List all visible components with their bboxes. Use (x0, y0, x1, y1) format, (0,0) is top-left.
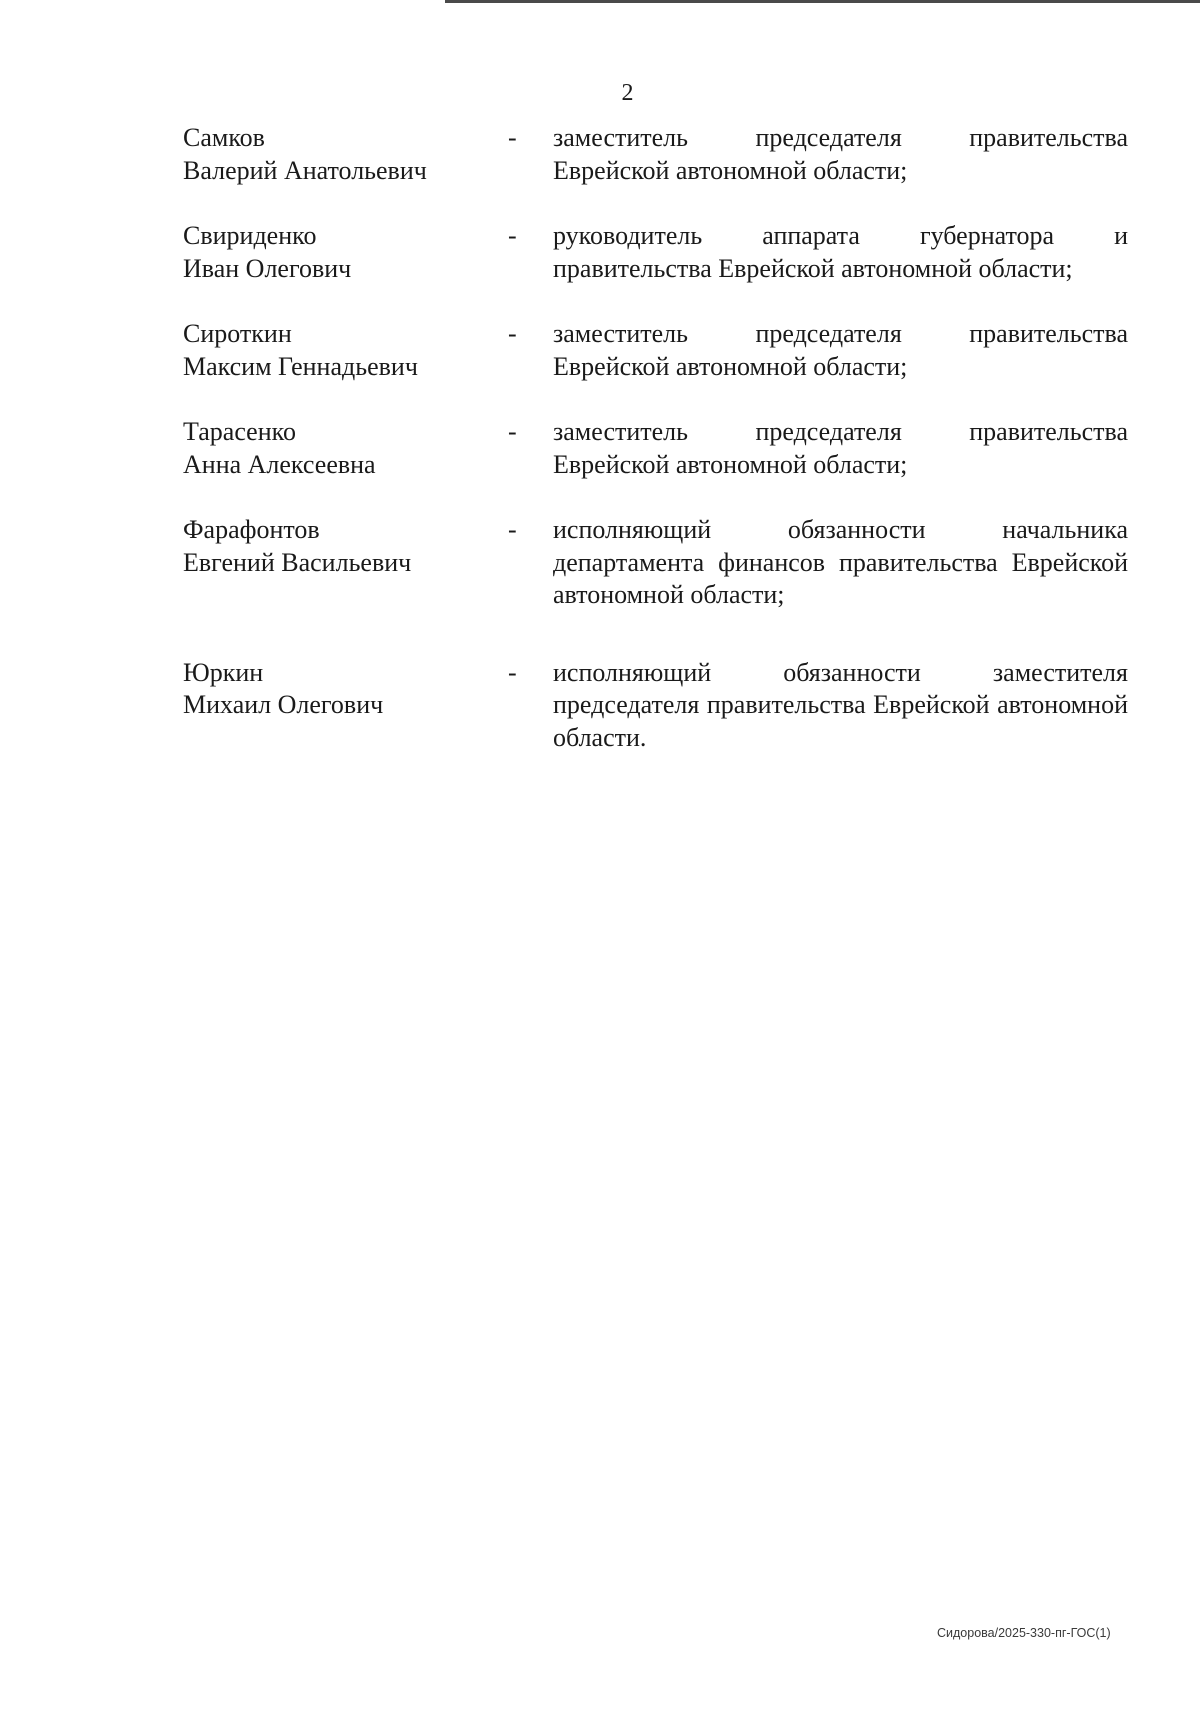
member-roster (183, 122, 1128, 787)
member-given-names: Михаил Олегович (183, 690, 384, 719)
member-given-names: Валерий Анатольевич (183, 155, 427, 185)
member-name (183, 416, 508, 481)
separator-dash: - (508, 319, 517, 348)
member-given-names: Анна Алексеевна (183, 449, 376, 479)
separator-dash: - (508, 123, 517, 152)
member-name (183, 318, 508, 383)
member-position: исполняющий обязанности заместителя председателя правительства Еврейской автономной области. (553, 657, 1128, 752)
separator-dash: - (508, 221, 517, 250)
member-position: заместитель председателя правительства Еврейской автономной области; (553, 417, 1128, 479)
member-name (183, 514, 508, 579)
member-surname: Тарасенко (183, 417, 296, 446)
member-given-names: Иван Олегович (183, 253, 352, 283)
separator-dash: - (508, 417, 517, 446)
member-surname: Юркин (183, 657, 264, 687)
roster-row (183, 318, 1128, 383)
roster-row (183, 416, 1128, 481)
member-position: заместитель председателя правительства Еврейской автономной области; (553, 123, 1128, 185)
scan-top-rule (445, 0, 1200, 3)
member-given-names: Максим Геннадьевич (183, 351, 418, 381)
roster-row (183, 514, 1128, 612)
member-position: руководитель аппарата губернатора и правительства Еврейской автономной области; (553, 221, 1128, 283)
member-given-names: Евгений Васильевич (183, 547, 412, 577)
document-code: Сидорова/2025-330-пг-ГОС(1) (937, 1626, 1111, 1640)
roster-row (183, 657, 1128, 755)
separator-dash: - (508, 657, 517, 687)
page-number: 2 (621, 80, 634, 106)
member-name (183, 220, 508, 285)
member-position: заместитель председателя правительства Еврейской автономной области; (553, 319, 1128, 381)
member-surname: Сироткин (183, 319, 292, 348)
member-surname: Самков (183, 123, 265, 152)
member-surname: Фарафонтов (183, 515, 320, 544)
separator-dash: - (508, 515, 517, 544)
roster-row (183, 122, 1128, 187)
member-surname: Свириденко (183, 221, 317, 250)
roster-row (183, 220, 1128, 285)
member-name (183, 657, 508, 722)
member-name (183, 122, 508, 187)
member-position: исполняющий обязанности начальника департамента финансов правительства Еврейской автономной области; (553, 515, 1128, 609)
